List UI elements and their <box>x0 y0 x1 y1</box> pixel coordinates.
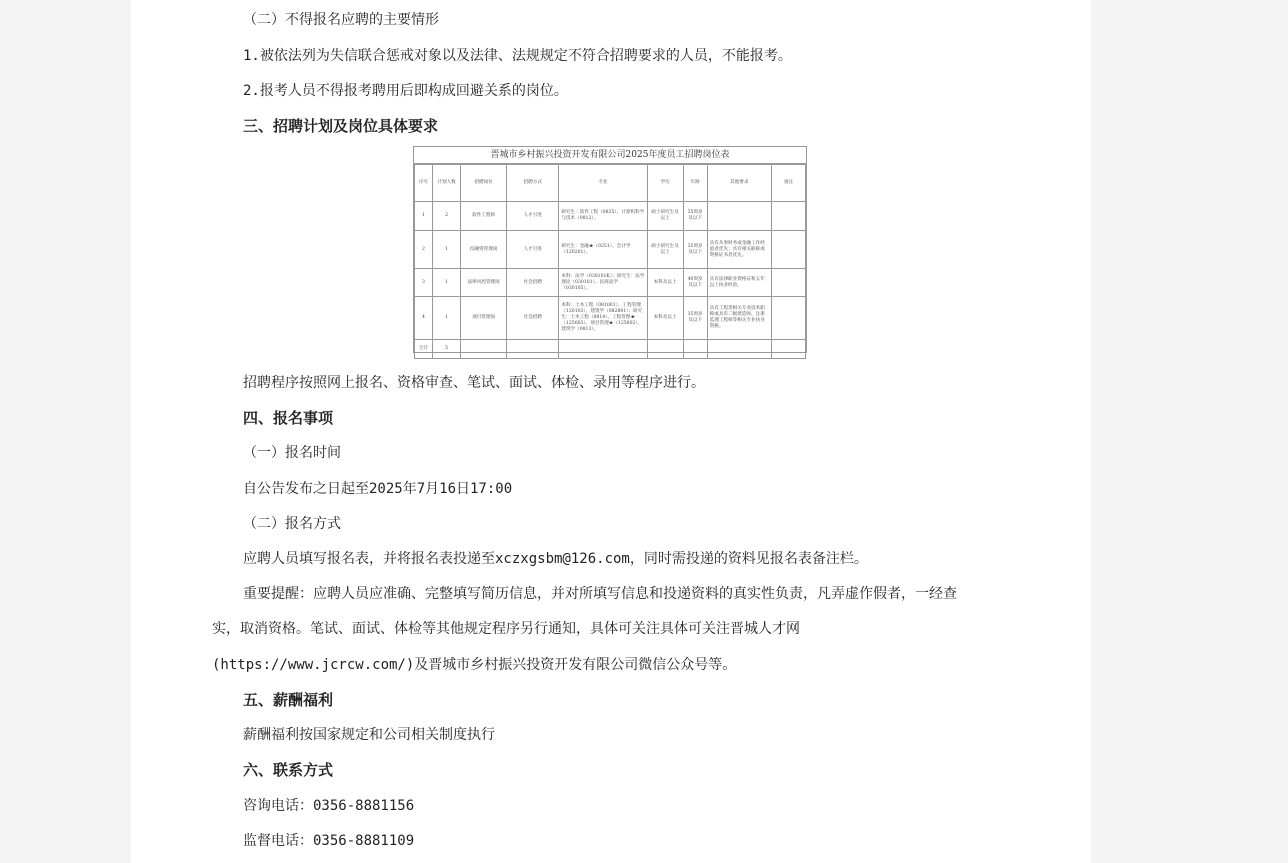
table-cell: 1 <box>415 202 433 231</box>
registration-method-value: 应聘人员填写报名表，并将报名表投递至xczxgsbm@126.com，同时需投递的资料见报名表备注栏。 <box>243 551 868 567</box>
table-cell: 1 <box>433 269 461 297</box>
registration-method-label: （二）报名方式 <box>243 516 341 532</box>
table-cell: 4 <box>415 297 433 340</box>
table-cell: 人才引进 <box>507 202 559 231</box>
table-cell <box>507 340 559 359</box>
table-cell: 人才引进 <box>507 231 559 269</box>
total-label-cell: 合计 <box>415 340 433 359</box>
important-notice-line-2: 实，取消资格。笔试、面试、体检等其他规定程序另行通知，具体可关注具体可关注晋城人才网 <box>212 621 800 637</box>
table-cell: 软件工程师 <box>461 202 507 231</box>
table-cell <box>683 340 707 359</box>
salary-text: 薪酬福利按国家规定和公司相关制度执行 <box>243 727 495 743</box>
table-cell: 35周岁及以下 <box>683 231 707 269</box>
table-cell <box>559 340 647 359</box>
table-cell: 研究生：金融★（0251）、会计学（120201）。 <box>559 231 647 269</box>
header-cell: 学历 <box>647 165 683 202</box>
table-cell <box>707 340 771 359</box>
section-heading-recruitment-plan: 三、招聘计划及岗位具体要求 <box>243 117 439 135</box>
header-cell: 备注 <box>771 165 805 202</box>
table-cell: 硕士研究生及以上 <box>647 202 683 231</box>
header-cell: 招聘岗位 <box>461 165 507 202</box>
header-cell: 招聘方式 <box>507 165 559 202</box>
section-heading-contact: 六、联系方式 <box>243 761 334 779</box>
table-row <box>415 297 806 340</box>
subsection-ineligible-title: （二）不得报名应聘的主要情形 <box>243 12 439 28</box>
registration-time-label: （一）报名时间 <box>243 445 341 461</box>
table-cell: 40周岁及以下 <box>683 269 707 297</box>
table-cell <box>771 202 805 231</box>
header-cell: 年龄 <box>683 165 707 202</box>
table-cell: 本科：土木工程（081001）、工程管理（120103）、建筑学（082801）；研究生：土木工程（0814）、工程管理★（125603）、项目管理★（125602）、建筑学（0813）。 <box>559 297 647 340</box>
table-cell: 社会招聘 <box>507 269 559 297</box>
table-cell: 法律风控管理岗 <box>461 269 507 297</box>
table-row-total <box>415 340 806 359</box>
table-cell: 项目管理岗 <box>461 297 507 340</box>
recruitment-table-image <box>413 146 807 353</box>
table-cell: 投融资管理岗 <box>461 231 507 269</box>
header-cell: 专业 <box>559 165 647 202</box>
table-cell <box>647 340 683 359</box>
important-notice-line-3: (https://www.jcrcw.com/)及晋城市乡村振兴投资开发有限公司微信公众号等。 <box>212 657 737 673</box>
article-page <box>131 0 1091 863</box>
table-cell: 35周岁及以下 <box>683 202 707 231</box>
table-cell: 35周岁及以下 <box>683 297 707 340</box>
ineligible-item-1: 1.被依法列为失信联合惩戒对象以及法律、法规规定不符合招聘要求的人员，不能报考。 <box>243 48 792 64</box>
header-cell: 序号 <box>415 165 433 202</box>
important-notice-line-1: 重要提醒：应聘人员应准确、完整填写简历信息，并对所填写信息和投递资料的真实性负责，凡弄虚作假者，一经查 <box>243 586 957 602</box>
recruitment-process: 招聘程序按照网上报名、资格审查、笔试、面试、体检、录用等程序进行。 <box>243 375 705 391</box>
table-cell: 具有从事财务或金融工作经验者优先；具有相关职称或资格证书者优先。 <box>707 231 771 269</box>
table-row <box>415 269 806 297</box>
table-title: 晋城市乡村振兴投资开发有限公司2025年度员工招聘岗位表 <box>414 147 806 164</box>
table-cell: 2 <box>415 231 433 269</box>
table-cell: 具有法律职业资格证和五年以上执业经验。 <box>707 269 771 297</box>
table-cell: 硕士研究生及以上 <box>647 231 683 269</box>
table-row <box>415 231 806 269</box>
table-cell: 3 <box>415 269 433 297</box>
table-cell <box>771 297 805 340</box>
recruitment-table <box>414 164 806 359</box>
ineligible-item-2: 2.报考人员不得报考聘用后即构成回避关系的岗位。 <box>243 83 568 99</box>
table-cell: 1 <box>433 297 461 340</box>
table-cell <box>771 231 805 269</box>
table-cell <box>771 340 805 359</box>
header-cell: 计划人数 <box>433 165 461 202</box>
table-cell <box>461 340 507 359</box>
table-cell: 1 <box>433 231 461 269</box>
table-cell: 具有工程类相关专业技术职称或具有二级建造师、注册监理工程师等相关专业执业资格。 <box>707 297 771 340</box>
section-heading-salary: 五、薪酬福利 <box>243 691 334 709</box>
table-cell: 2 <box>433 202 461 231</box>
table-row <box>415 202 806 231</box>
registration-time-value: 自公告发布之日起至2025年7月16日17:00 <box>243 481 513 497</box>
table-cell: 本科及以上 <box>647 297 683 340</box>
table-cell: 研究生：软件工程（0835）、计算机科学与技术（0812）。 <box>559 202 647 231</box>
section-heading-registration: 四、报名事项 <box>243 409 334 427</box>
table-cell <box>707 202 771 231</box>
table-cell: 本科及以上 <box>647 269 683 297</box>
table-cell: 本科：法学（030101K）；研究生：法学理论（030101）、民商法学（030105）。 <box>559 269 647 297</box>
table-cell: 社会招聘 <box>507 297 559 340</box>
total-value-cell: 5 <box>433 340 461 359</box>
table-cell <box>771 269 805 297</box>
header-cell: 其他要求 <box>707 165 771 202</box>
supervise-phone: 监督电话：0356-8881109 <box>243 833 415 849</box>
consult-phone: 咨询电话：0356-8881156 <box>243 798 415 814</box>
